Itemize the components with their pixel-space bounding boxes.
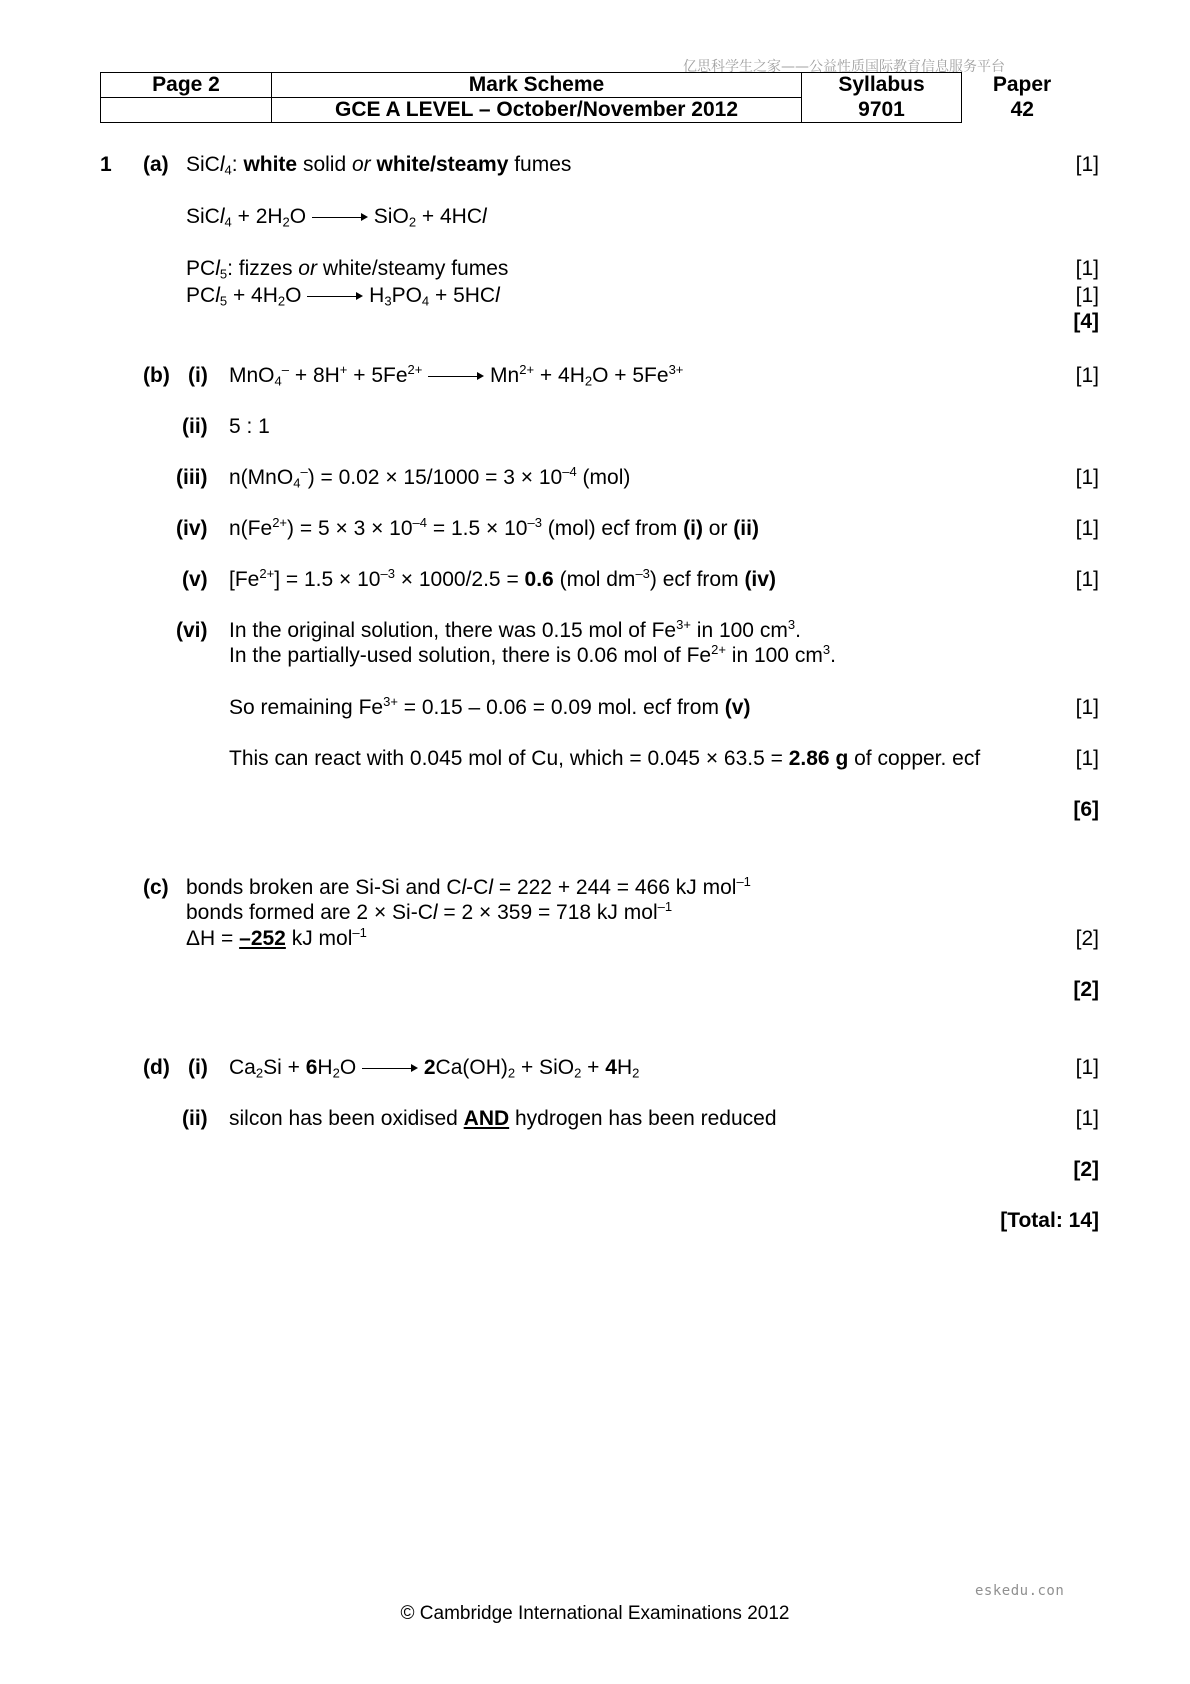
total-c: [2]	[1073, 978, 1099, 1001]
mark-a-sicl4: [1]	[1075, 153, 1099, 176]
footer-copyright: © Cambridge International Examinations 2012	[400, 1603, 790, 1624]
answer-b-vi-line4: This can react with 0.045 mol of Cu, which = 0.045 × 63.5 = 2.86 g of copper. ecf	[229, 747, 981, 770]
total-d: [2]	[1073, 1158, 1099, 1181]
reaction-arrow-icon	[307, 290, 363, 302]
header-title: Mark Scheme	[272, 73, 802, 98]
grand-total: [Total: 14]	[1000, 1209, 1099, 1232]
answer-a-pcl5-observation: PCl$_5$: fizzes or white/steamy fumes	[186, 257, 509, 282]
part-d-label: (d)	[143, 1056, 170, 1079]
reaction-arrow-icon	[362, 1062, 418, 1074]
part-b-v-label: (v)	[182, 568, 208, 591]
mark-b-vi-2: [1]	[1075, 747, 1099, 770]
mark-b-vi-1: [1]	[1075, 696, 1099, 719]
header-syllabus-code: 9701	[802, 98, 962, 123]
mark-a-pcl5-equation: [1]	[1075, 284, 1099, 307]
mark-a-pcl5-observation: [1]	[1075, 257, 1099, 280]
part-b-vi-label: (vi)	[176, 619, 208, 642]
answer-a-sicl4-observation: SiCl$_4$: white solid or white/steamy fumes	[186, 153, 572, 178]
part-b-label: (b)	[143, 364, 170, 387]
answer-d-ii: silcon has been oxidised AND hydrogen has been reduced	[229, 1107, 777, 1130]
part-b-iii-label: (iii)	[176, 466, 208, 489]
answer-a-pcl5-equation: $PCl_5 + 4H_2O$ $H_3PO_4 + 5HCl$	[186, 284, 500, 309]
answer-c-line3: ΔH = –252 kJ mol$^{-1}$	[186, 925, 367, 950]
mark-b-iii: [1]	[1075, 466, 1099, 489]
header-syllabus-label: Syllabus	[802, 73, 962, 98]
answer-c-line1: bonds broken are Si-Si and Cl-Cl = 222 + 244 = 466 kJ mol$^{-1}$	[186, 874, 751, 899]
answer-b-vi-line2: In the partially-used solution, there is 0.06 mol of $Fe^{2+}$ in 100 $cm^3$.	[229, 642, 836, 667]
part-c-label: (c)	[143, 876, 169, 899]
mark-d-i: [1]	[1075, 1056, 1099, 1079]
answer-b-v: $[Fe^{2+}] = 1.5 \times 10^{-3} \times 1000/2.5 = 0.6$ (mol $dm^{-3}$) ecf from (iv)	[229, 566, 776, 591]
part-b-iv-label: (iv)	[176, 517, 208, 540]
answer-b-i: $MnO_4^- + 8H^+ + 5Fe^{2+}$ $Mn^{2+} + 4H_2O + 5Fe^{3+}$	[229, 362, 684, 389]
part-d-i-label: (i)	[188, 1056, 208, 1079]
header-empty-cell	[101, 98, 272, 123]
answer-c-line2: bonds formed are 2 × Si-Cl = 2 × 359 = 718 kJ mol$^{-1}$	[186, 899, 673, 924]
answer-a-sicl4-equation: SiCl$_4$ + $2H_2O$ SiO$_2$ + 4HCl	[186, 205, 487, 230]
header-exam: GCE A LEVEL – October/November 2012	[272, 98, 802, 123]
reaction-arrow-icon	[428, 370, 484, 382]
header-paper-label: Paper	[992, 73, 1052, 96]
answer-b-iv: $n(Fe^{2+}) = 5 \times 3 \times 10^{-4} = 1.5 \times 10^{-3}$ (mol) ecf from (i) or (ii)	[229, 515, 759, 540]
answer-b-vi-line1: In the original solution, there was 0.15 mol of $Fe^{3+}$ in 100 $cm^3$.	[229, 617, 801, 642]
answer-b-vi-line3: So remaining $Fe^{3+} = 0.15 - 0.06 = 0.09$ mol. ecf from (v)	[229, 694, 751, 719]
answer-d-i: $Ca_2Si + 6H_2O$ $2Ca(OH)_2 + SiO_2 + 4H_2$	[229, 1056, 640, 1081]
header-paper-code: 42	[1010, 98, 1034, 121]
part-b-i-label: (i)	[188, 364, 208, 387]
part-d-ii-label: (ii)	[182, 1107, 208, 1130]
mark-d-ii: [1]	[1075, 1107, 1099, 1130]
total-b: [6]	[1073, 798, 1099, 821]
question-number: 1	[100, 153, 112, 176]
answer-b-iii: $n(MnO_4^-) = 0.02 \times 15/1000 = 3 \times 10^{-4}$ (mol)	[229, 464, 631, 491]
mark-b-v: [1]	[1075, 568, 1099, 591]
header-table	[100, 72, 1083, 123]
reaction-arrow-icon	[312, 211, 368, 223]
mark-b-iv: [1]	[1075, 517, 1099, 540]
site-watermark: eskedu.con	[975, 1583, 1065, 1599]
total-a: [4]	[1073, 310, 1099, 333]
answer-b-ii: 5 : 1	[229, 415, 270, 438]
mark-c: [2]	[1075, 927, 1099, 950]
header-page: Page 2	[101, 73, 272, 98]
watermark-text: 亿思科学生之家——公益性质国际教育信息服务平台	[683, 59, 1005, 75]
mark-b-i: [1]	[1075, 364, 1099, 387]
part-a-label: (a)	[143, 153, 169, 176]
part-b-ii-label: (ii)	[182, 415, 208, 438]
